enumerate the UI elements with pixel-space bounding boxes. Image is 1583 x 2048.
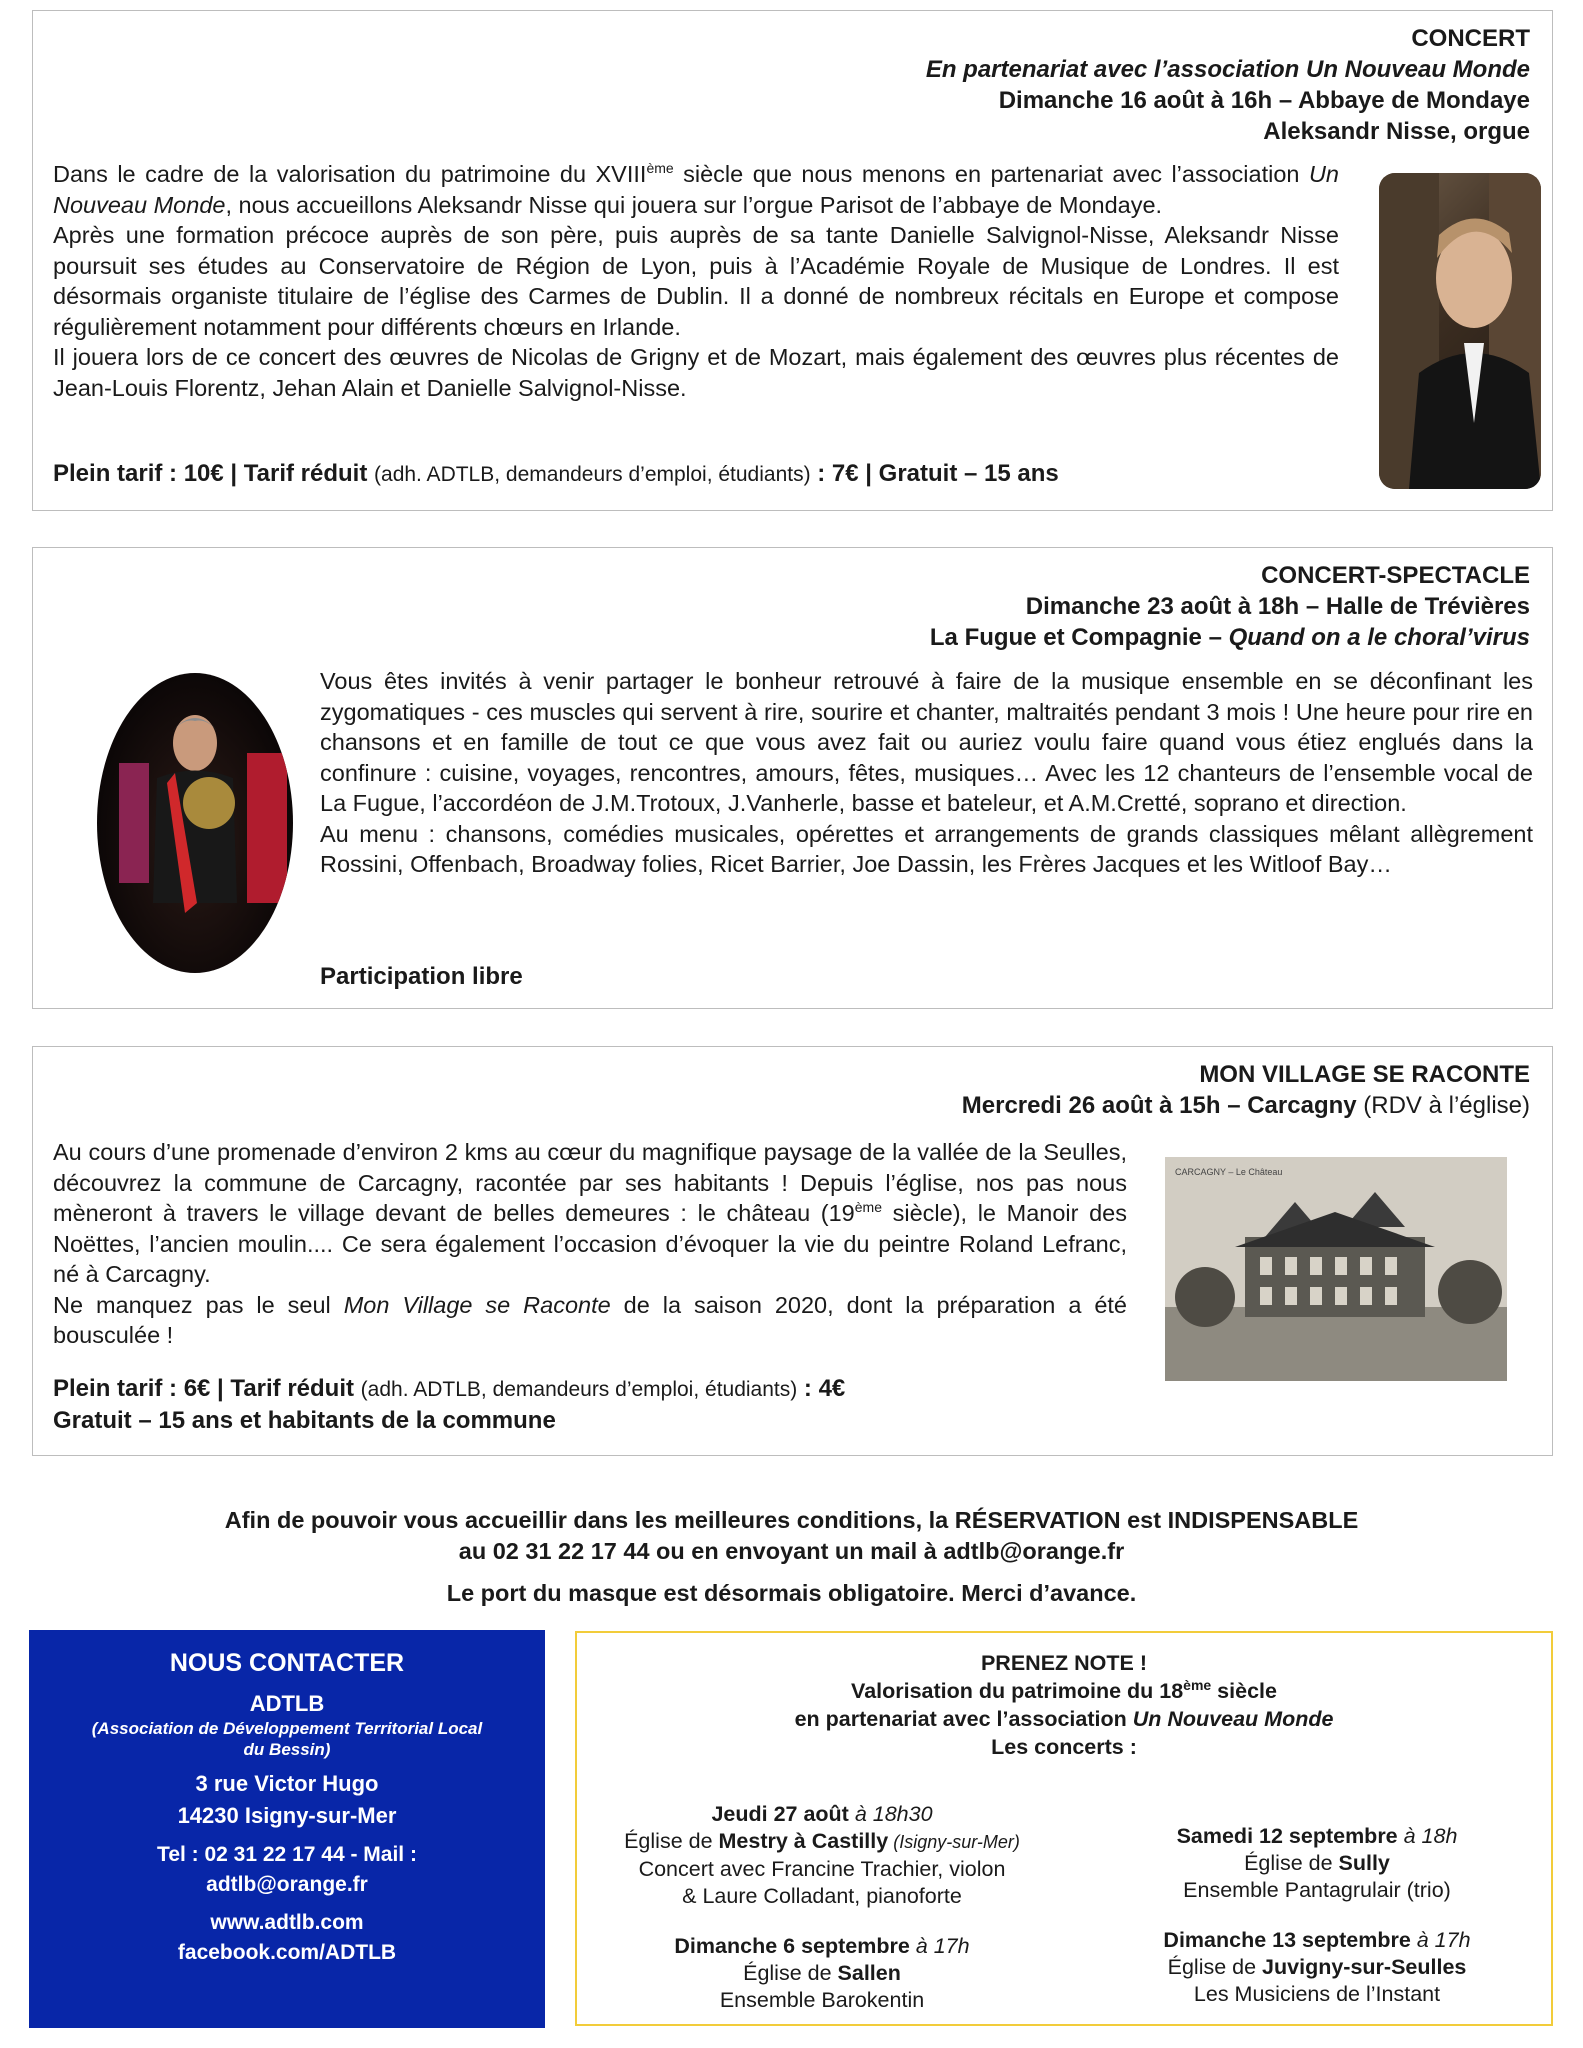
reservation-notice (0, 1505, 1583, 1609)
event-type: MON VILLAGE SE RACONTE (1199, 1061, 1530, 1088)
event-box-concert-spectacle (32, 547, 1553, 1009)
note-subtitle (577, 1677, 1551, 1705)
concert-place: Mestry à Castilly (718, 1829, 889, 1853)
contact-title: NOUS CONTACTER (169, 1649, 405, 1677)
show-title: Quand on a le choral’virus (1228, 624, 1530, 651)
partner-name: Un Nouveau Monde (1132, 1707, 1334, 1731)
text: Église de (624, 1829, 719, 1853)
sup: ème (854, 1199, 882, 1216)
text: Église de (1167, 1955, 1263, 1979)
text: Ne manquez pas le seul (53, 1291, 344, 1318)
event-box-concert (32, 10, 1553, 511)
price-full: Plein tarif : 6€ | Tarif réduit (53, 1375, 361, 1402)
concert-detail: Concert avec Francine Trachier, violon (638, 1857, 1006, 1881)
price-rest: : 4€ (797, 1375, 846, 1402)
text: , nous accueillons Aleksandr Nisse qui jouera sur l’orgue Parisot de l’abbaye de Mondaye. (225, 191, 1163, 218)
text: siècle), le Manoir des Noëttes, l’ancien moulin.... Ce sera également l’occasion d’évoquer la vie du peintre Roland Lefranc, né à Carcagny. (53, 1200, 1127, 1287)
contact-city: 14230 Isigny-sur-Mer (177, 1803, 397, 1828)
contact-org-full: (Association de Développement Territorial Local du Bessin) (91, 1719, 483, 1759)
event-description (320, 666, 1533, 880)
concert-detail: Ensemble Barokentin (719, 1988, 925, 2012)
prenez-note-box (575, 1631, 1553, 2026)
price-rest: : 7€ | Gratuit – 15 ans (810, 460, 1059, 487)
event-header (926, 23, 1530, 147)
event-artist: Aleksandr Nisse, orgue (1263, 118, 1530, 145)
price-note: (adh. ADTLB, demandeurs d’emploi, étudiants) (360, 1378, 798, 1401)
concert-place: Juvigny-sur-Seulles (1262, 1955, 1467, 1979)
concert-item (587, 1801, 1057, 1910)
concert-time: à 17h (1410, 1928, 1471, 1952)
performer-illustration (97, 673, 293, 973)
concert-place: Sallen (837, 1961, 901, 1985)
paragraph: Au menu : chansons, comédies musicales, opérettes et arrangements de grands classiques mêlant allègrement Rossini, Offenbach, Broadway folies, Ricet Barrier, Joe Dassin, les Frères Jacques et les Witloof Bay… (320, 820, 1533, 877)
contact-org: ADTLB (249, 1691, 325, 1716)
paragraph: Après une formation précoce auprès de son père, puis auprès de sa tante Danielle Salvignol-Nisse, Aleksandr Nisse poursuit ses études au Conservatoire de Région de Lyon, puis à l’Académie Royale de Musique de Londres. Il est désormais organiste titulaire de l’église des Carmes de Dublin. Il a donné de nombreux récitals en Europe et compose régulièrement notamment pour différents chœurs en Irlande. (53, 222, 1339, 340)
paragraph: Vous êtes invités à venir partager le bonheur retrouvé à faire de la musique ensemble en se déconfinant les zygomatiques - ces muscles qui servent à rire, sourire et chanter, maltraités pendant 3 mois ! Une heure pour rire en chansons et en famille de tout ce que vous avez fait ou auriez voulu faire quand vous étiez englués dans la confinure : cuisine, voyages, rencontres, amours, fêtes, musiques… Avec les 12 chanteurs de l’ensemble vocal de La Fugue, l’accordéon de J.M.Trotoux, J.Vanherle, basse et bateleur, et A.M.Cretté, soprano et direction. (320, 668, 1533, 816)
concert-time: à 17h (909, 1934, 970, 1958)
event-type: CONCERT (1411, 25, 1530, 52)
concert-detail: & Laure Colladant, pianoforte (682, 1884, 962, 1908)
note-partner (577, 1705, 1551, 1733)
datetime: Mercredi 26 août à 15h – Carcagny (961, 1092, 1357, 1119)
event-partner: En partenariat avec l’association Un Nouveau Monde (925, 56, 1530, 83)
event-price (53, 458, 1059, 490)
concert-item (1107, 1823, 1527, 1904)
event-price (53, 1373, 845, 1436)
event-datetime: Dimanche 23 août à 18h – Halle de Trévières (1025, 593, 1530, 620)
text: Dans le cadre de la valorisation du patrimoine du XVIII (53, 161, 647, 187)
contact-facebook[interactable]: facebook.com/ADTLB (177, 1941, 397, 1964)
meeting-point: (RDV à l’église) (1356, 1092, 1530, 1119)
reservation-line: Afin de pouvoir vous accueillir dans les meilleures conditions, la RÉSERVATION est INDISPENSABLE (224, 1507, 1359, 1533)
concert-date: Jeudi 27 août (711, 1802, 849, 1826)
text: Église de (1244, 1851, 1339, 1875)
text: Église de (743, 1961, 838, 1985)
concert-detail: Les Musiciens de l’Instant (1193, 1982, 1441, 2006)
concert-item (1107, 1927, 1527, 2008)
partner-name: Un Nouveau Monde (53, 161, 1339, 218)
note-header (577, 1649, 1551, 1761)
photo-caption: CARCAGNY – Le Château (1175, 1167, 1283, 1177)
chateau-illustration (1165, 1157, 1507, 1381)
concert-detail: Ensemble Pantagrulair (trio) (1183, 1878, 1451, 1902)
text: en partenariat avec l’association (794, 1707, 1133, 1731)
concert-date: Samedi 12 septembre (1176, 1824, 1398, 1848)
organist-illustration (1379, 173, 1541, 489)
price-full: Plein tarif : 10€ | Tarif réduit (53, 460, 375, 487)
sup: ème (1183, 1676, 1212, 1693)
note-concerts-label: Les concerts : (991, 1735, 1137, 1759)
event-price: Participation libre (320, 963, 523, 990)
text: siècle (1211, 1679, 1277, 1703)
text: Au cours d’une promenade d’environ 2 kms au cœur du magnifique paysage de la vallée de la Seulles, découvrez la commune de Carcagny, racontée par ses habitants ! Depuis l’église, nos pas nous mèneront à travers le village devant de belles demeures : le château (19 (53, 1139, 1127, 1226)
reservation-email-link[interactable]: adtlb@orange.fr (943, 1538, 1125, 1564)
concert-date: Dimanche 6 septembre (674, 1934, 910, 1958)
contact-mail[interactable]: adtlb@orange.fr (206, 1873, 368, 1896)
concert-time: à 18h30 (848, 1802, 933, 1826)
event-name: Mon Village se Raconte (343, 1291, 611, 1318)
reservation-contact (0, 1536, 1583, 1567)
note-title: PRENEZ NOTE ! (980, 1651, 1148, 1675)
performer-photo (97, 673, 293, 973)
contact-box (29, 1630, 545, 2028)
sup: ème (646, 160, 674, 177)
event-datetime: Dimanche 16 août à 16h – Abbaye de Mondaye (998, 87, 1530, 114)
event-description (53, 159, 1339, 403)
text: siècle que nous menons en partenariat avec l’association (673, 161, 1309, 187)
concert-time: à 18h (1397, 1824, 1458, 1848)
chateau-photo (1165, 1157, 1507, 1381)
artist-photo (1379, 173, 1541, 489)
text: de la saison 2020, dont la préparation a été bousculée ! (53, 1291, 1127, 1348)
concert-date: Dimanche 13 septembre (1163, 1928, 1411, 1952)
paragraph: Il jouera lors de ce concert des œuvres de Nicolas de Grigny et de Mozart, mais également des œuvres plus récentes de Jean-Louis Florentz, Jehan Alain et Danielle Salvignol-Nisse. (53, 344, 1339, 401)
event-datetime (962, 1090, 1530, 1121)
text: Valorisation du patrimoine du 18 (851, 1679, 1184, 1703)
price-free: Gratuit – 15 ans et habitants de la commune (53, 1407, 556, 1434)
concert-place: Sully (1338, 1851, 1390, 1875)
event-header (930, 560, 1530, 653)
mask-notice: Le port du masque est désormais obligatoire. Merci d’avance. (446, 1580, 1137, 1606)
event-company (930, 622, 1530, 653)
text: au 02 31 22 17 44 ou en envoyant un mail à (458, 1538, 944, 1564)
price-note: (adh. ADTLB, demandeurs d’emploi, étudiants) (374, 463, 811, 486)
event-box-village (32, 1046, 1553, 1456)
event-description (53, 1137, 1127, 1351)
concert-item (587, 1933, 1057, 2014)
contact-street: 3 rue Victor Hugo (195, 1771, 379, 1796)
contact-tel[interactable]: Tel : 02 31 22 17 44 - Mail : (157, 1843, 417, 1866)
event-type: CONCERT-SPECTACLE (1261, 562, 1530, 589)
event-header (962, 1059, 1530, 1121)
company: La Fugue et Compagnie – (929, 624, 1229, 651)
concert-place-note: (Isigny-sur-Mer) (888, 1832, 1020, 1852)
contact-web[interactable]: www.adtlb.com (210, 1911, 364, 1934)
